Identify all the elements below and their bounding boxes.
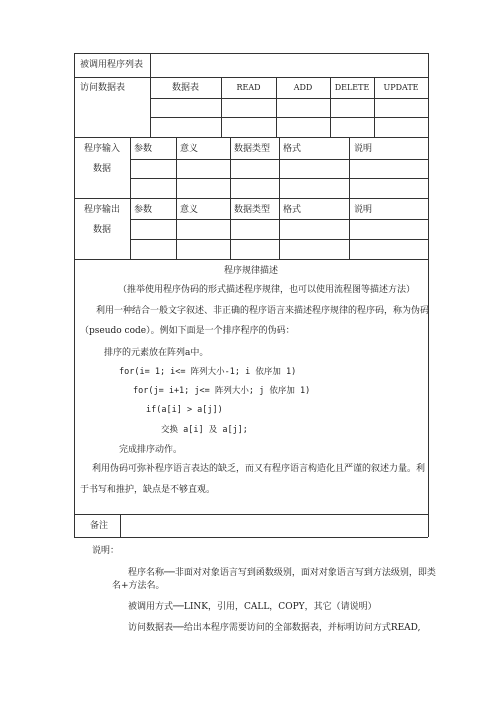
notes-heading: 说明： [92, 546, 120, 556]
output-header-param: 参数 [134, 205, 153, 215]
pseudo-code-line: for(i= 1; i<= 阵列大小-1; i 依序加 1) [119, 367, 297, 377]
access-header-table: 数据表 [171, 83, 199, 93]
notes-line: 名+方法名。 [112, 581, 165, 591]
notes-line: 访问数据表──给出本程序需要访问的全部数据表，并标明访问方式READ, [128, 623, 421, 633]
input-header-param: 参数 [134, 144, 153, 154]
output-header-note: 说明 [354, 205, 373, 215]
input-header-type: 数据类型 [234, 144, 271, 154]
logic-title: 程序规律描述 [223, 266, 278, 276]
logic-paragraph-line: 利用一种结合一般文字叙述、非正确的程序语言来描述程序规律的程序码，称为伪码 [96, 306, 430, 316]
access-header-add: ADD [293, 83, 313, 92]
pseudo-code-line: 完成排序动作。 [119, 445, 183, 455]
notes-line: 被调用方式──LINK，引用，CALL，COPY，其它（请说明） [128, 602, 377, 612]
output-header-meaning: 意义 [180, 205, 199, 215]
input-data-label-2: 数据 [92, 164, 111, 174]
access-header-delete: DELETE [334, 83, 370, 92]
called-list-label: 被调用程序列表 [80, 60, 144, 70]
notes-line: 程序名称──非面对对象语言写到函数级别，面对对象语言写到方法级别，即类 [128, 568, 436, 578]
logic-paragraph-line: （pseudo code）。例如下面是一个排序程序的伪码： [80, 326, 295, 336]
access-header-read: READ [236, 83, 261, 92]
input-header-format: 格式 [283, 144, 302, 154]
pseudo-code-line: 排序的元素放在阵列a中。 [104, 348, 209, 358]
logic-paragraph-line: 于书写和推护，缺点是不够直观。 [80, 485, 216, 495]
input-header-meaning: 意义 [180, 144, 199, 154]
access-tables-label: 访问数据表 [80, 83, 126, 93]
remarks-label: 备注 [90, 521, 109, 531]
output-data-label-2: 数据 [92, 225, 111, 235]
logic-paragraph-line: 利用伪码可弥补程序语言表达的缺乏，而又有程序语言构造化且严谨的叙述力量。利 [92, 464, 426, 474]
output-header-format: 格式 [283, 205, 302, 215]
output-header-type: 数据类型 [234, 205, 271, 215]
input-data-label: 程序输入 [83, 144, 120, 154]
logic-note: （推举使用程序伪码的形式描述程序规律，也可以使用流程图等描述方法） [118, 285, 416, 295]
pseudo-code-line: 交换 a[i] 及 a[j]; [161, 425, 248, 435]
output-data-label: 程序输出 [83, 205, 120, 215]
pseudo-code-line: for(j= i+1; j<= 阵列大小; j 依序加 1) [133, 386, 311, 396]
access-header-update: UPDATE [383, 83, 419, 92]
input-header-note: 说明 [354, 144, 373, 154]
pseudo-code-line: if(a[i] > a[j]) [146, 405, 223, 415]
